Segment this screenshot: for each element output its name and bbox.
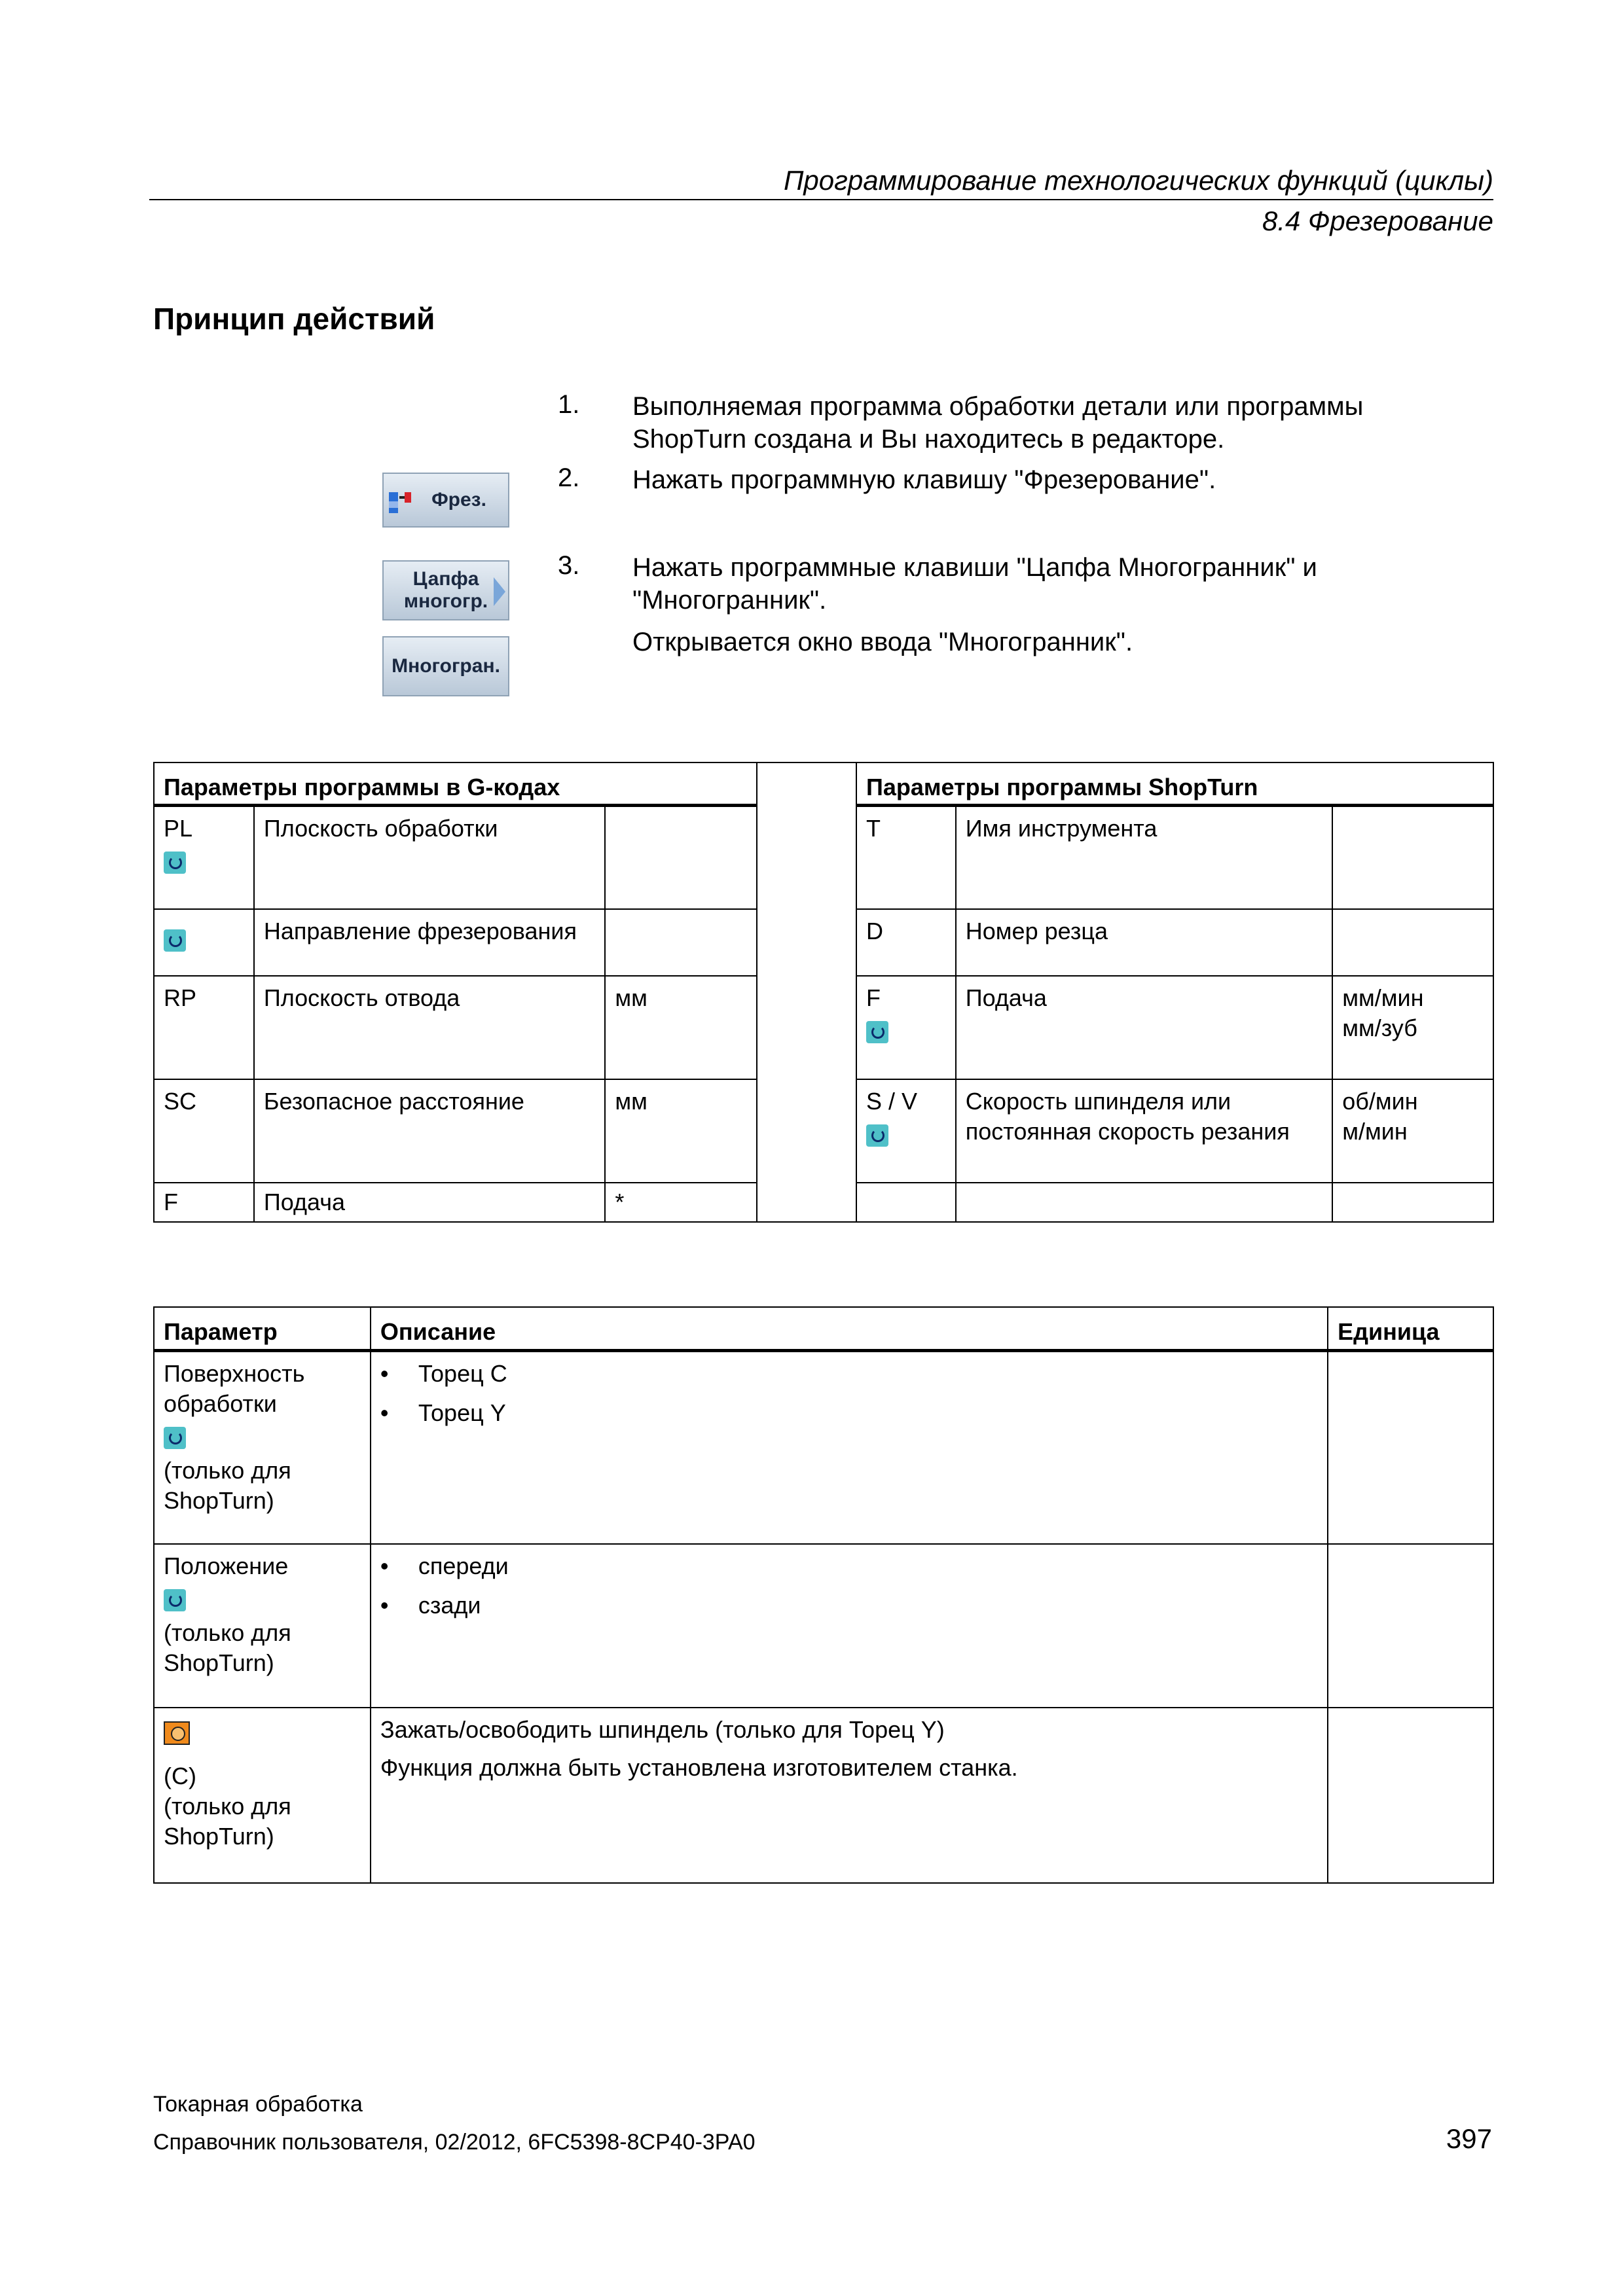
section-number: 8.4 Фрезерование xyxy=(1262,206,1493,236)
step-number-3: 3. xyxy=(558,551,580,580)
mill-softkey-label: Фрез. xyxy=(431,489,486,511)
unit-cell xyxy=(605,806,757,909)
cycle-toggle-icon xyxy=(866,1124,888,1147)
chapter-title: Программирование технологических функций (циклы) xyxy=(783,165,1493,196)
param-cell: Поверхность обработки (только для ShopTurn) xyxy=(154,1350,371,1544)
spindle-symbol: (C) xyxy=(164,1763,196,1789)
header-rule xyxy=(149,199,1493,200)
param-cell: RP xyxy=(154,976,254,1079)
desc-cell: Безопасное расстояние xyxy=(254,1079,606,1183)
cycle-toggle-icon xyxy=(164,1427,186,1449)
option-item: • Торец C xyxy=(380,1359,1318,1389)
unit-cell: мм xyxy=(605,976,757,1079)
polygon-softkey-label: Многогран. xyxy=(392,655,500,677)
description-table xyxy=(153,1306,1494,1884)
spigot-softkey-label-line2: многогр. xyxy=(403,590,488,612)
unit-cell xyxy=(1328,1544,1493,1708)
mill-tool-icon xyxy=(389,488,411,514)
unit-cell xyxy=(1332,1183,1493,1222)
desc-cell xyxy=(956,1183,1332,1222)
parameters-table xyxy=(153,762,1494,1223)
unit-column-header: Единица xyxy=(1328,1307,1493,1350)
param-cell: F xyxy=(154,1183,254,1222)
cycle-toggle-icon xyxy=(866,1021,888,1043)
desc-cell: Имя инструмента xyxy=(956,806,1332,909)
spigot-polygon-softkey[interactable] xyxy=(382,560,509,620)
param-cell: Положение (только для ShopTurn) xyxy=(154,1544,371,1708)
desc-cell: Плоскость отвода xyxy=(254,976,606,1079)
submenu-arrow-icon xyxy=(494,577,505,606)
section-title: Принцип действий xyxy=(153,302,435,336)
footer-title: Токарная обработка xyxy=(153,2092,363,2117)
cycle-toggle-icon xyxy=(164,852,186,874)
param-cell: PL xyxy=(154,806,254,909)
cycle-toggle-icon xyxy=(164,1589,186,1611)
spindle-clamp-icon xyxy=(164,1721,190,1745)
param-cell: T xyxy=(856,806,956,909)
desc-cell xyxy=(371,1350,1328,1544)
desc-cell: Плоскость обработки xyxy=(254,806,606,909)
unit-cell: об/мин м/мин xyxy=(1332,1079,1493,1183)
param-cell: (C) (только для ShopTurn) xyxy=(154,1708,371,1883)
unit-cell xyxy=(1332,909,1493,976)
unit-cell xyxy=(1328,1350,1493,1544)
desc-cell: Направление фрезерования xyxy=(254,909,606,976)
page-number: 397 xyxy=(1446,2123,1492,2154)
desc-cell: Скорость шпинделя или постоянная скорость резания xyxy=(956,1079,1332,1183)
description-column-header: Описание xyxy=(371,1307,1328,1350)
step-text-2: Нажать программную клавишу "Фрезерование". xyxy=(632,465,1216,494)
unit-cell: * xyxy=(605,1183,757,1222)
param-column-header: Параметр xyxy=(154,1307,371,1350)
option-item: • спереди xyxy=(380,1551,1318,1581)
param-cell: S / V xyxy=(856,1079,956,1183)
polygon-softkey[interactable] xyxy=(382,636,509,696)
desc-cell: Номер резца xyxy=(956,909,1332,976)
spacer-column xyxy=(757,762,856,1222)
param-cell xyxy=(154,909,254,976)
spigot-softkey-label-line1: Цапфа xyxy=(412,568,479,590)
desc-cell: Зажать/освободить шпиндель (только для Торец Y) Функция должна быть установлена изготовителем станка. xyxy=(371,1708,1328,1883)
footer-manual: Справочник пользователя, 02/2012, 6FC5398-8CP40-3PA0 xyxy=(153,2130,756,2155)
desc-cell: Подача xyxy=(956,976,1332,1079)
unit-cell xyxy=(1328,1708,1493,1883)
cycle-toggle-icon xyxy=(164,929,186,952)
param-cell xyxy=(856,1183,956,1222)
param-cell: F xyxy=(856,976,956,1079)
param-cell: D xyxy=(856,909,956,976)
step-number-2: 2. xyxy=(558,463,580,492)
unit-cell xyxy=(605,909,757,976)
step-text-1: Выполняемая программа обработки детали или программы ShopTurn создана и Вы находитесь в редакторе. xyxy=(632,392,1364,454)
desc-cell: Подача xyxy=(254,1183,606,1222)
mill-softkey[interactable] xyxy=(382,473,509,528)
param-cell: SC xyxy=(154,1079,254,1183)
gcode-params-header: Параметры программы в G-кодах xyxy=(154,762,757,806)
step-number-1: 1. xyxy=(558,390,580,419)
step-text-3: Нажать программные клавиши "Цапфа Многогранник" и "Многогранник". Открывается окно ввода "Многогранник". xyxy=(632,553,1317,656)
option-item: • сзади xyxy=(380,1590,1318,1621)
option-item: • Торец Y xyxy=(380,1398,1318,1428)
unit-cell: мм/мин мм/зуб xyxy=(1332,976,1493,1079)
unit-cell: мм xyxy=(605,1079,757,1183)
unit-cell xyxy=(1332,806,1493,909)
desc-cell xyxy=(371,1544,1328,1708)
shopturn-params-header: Параметры программы ShopTurn xyxy=(856,762,1493,806)
